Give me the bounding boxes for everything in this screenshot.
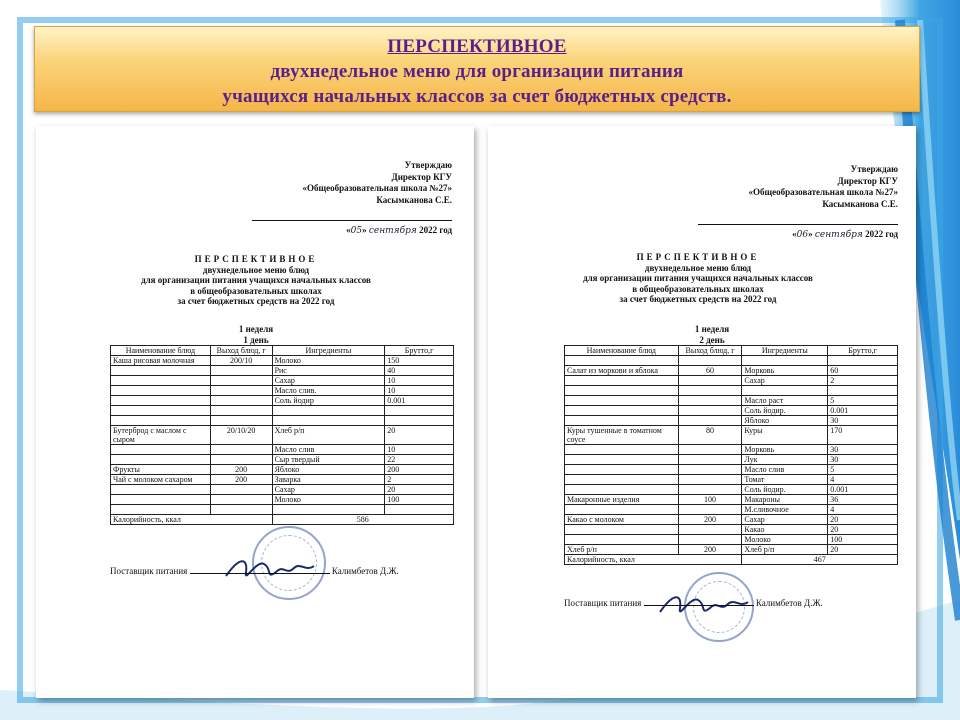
table-header-row: [111, 346, 454, 356]
document-title: [538, 252, 858, 305]
table-row: [565, 525, 898, 535]
approve-director: Директор КГУ: [391, 171, 452, 182]
yield-cell: [678, 465, 742, 475]
yield-cell: [678, 416, 742, 426]
column-header: Выход блюд, г: [210, 346, 272, 356]
ingredient-cell: Хлеб р/п: [272, 426, 385, 445]
dish-name-cell: [111, 416, 211, 426]
approve-date: «05» сентября 2022 год: [252, 220, 452, 238]
yield-cell: [678, 386, 742, 396]
yield-cell: 200: [210, 475, 272, 485]
ingredient-cell: Макароны: [742, 495, 828, 505]
yield-cell: [678, 406, 742, 416]
yield-cell: [678, 376, 742, 386]
dish-name-cell: [565, 386, 679, 396]
ingredient-cell: Куры: [742, 426, 828, 445]
ingredient-cell: Морковь: [742, 445, 828, 455]
week-day-label: [662, 324, 762, 345]
ingredient-cell: Соль йодир.: [742, 406, 828, 416]
table-row: [111, 455, 454, 465]
approval-block: [698, 164, 898, 242]
ingredient-cell: Сахар: [272, 485, 385, 495]
table-row: [565, 426, 898, 445]
gross-cell: 2: [828, 376, 898, 386]
ingredient-cell: Масло слив: [742, 465, 828, 475]
table-row: [111, 376, 454, 386]
gross-cell: [828, 356, 898, 366]
table-row: [565, 445, 898, 455]
approval-block: [252, 160, 452, 238]
table-row: [565, 475, 898, 485]
calorie-value: 586: [272, 515, 453, 525]
yield-cell: 100: [678, 495, 742, 505]
doc-title-main: ПЕРСПЕКТИВНОЕ: [636, 252, 760, 262]
yield-cell: 60: [678, 366, 742, 376]
approve-label: Утверждаю: [850, 164, 898, 174]
ingredient-cell: Лук: [742, 455, 828, 465]
dish-name-cell: Салат из моркови и яблока: [565, 366, 679, 376]
ingredient-cell: Молоко: [742, 535, 828, 545]
table-row: [565, 386, 898, 396]
table-row: [565, 416, 898, 426]
gross-cell: 30: [828, 445, 898, 455]
yield-cell: [210, 376, 272, 386]
table-row: [111, 426, 454, 445]
supplier-label: Поставщик питания: [564, 598, 642, 608]
table-row: [565, 495, 898, 505]
yield-cell: [210, 416, 272, 426]
doc-title-line: в общеобразовательных школах: [190, 285, 322, 296]
yield-cell: [210, 455, 272, 465]
doc-title-main: ПЕРСПЕКТИВНОЕ: [194, 254, 318, 264]
yield-cell: [210, 485, 272, 495]
dish-name-cell: [111, 386, 211, 396]
table-row: [111, 366, 454, 376]
yield-cell: [678, 455, 742, 465]
yield-cell: 200: [678, 545, 742, 555]
yield-cell: [678, 505, 742, 515]
dish-name-cell: Какао с молоком: [565, 515, 679, 525]
dish-name-cell: [111, 495, 211, 505]
week-label: 1 неделя: [238, 324, 274, 334]
table-header-row: [565, 346, 898, 356]
column-header: Ингредиенты: [272, 346, 385, 356]
table-row: [565, 406, 898, 416]
doc-title-line: для организации питания учащихся начальных классов: [141, 275, 371, 285]
title-banner: [34, 26, 920, 112]
dish-name-cell: Чай с молоком сахаром: [111, 475, 211, 485]
table-row: [565, 455, 898, 465]
table-row: [565, 465, 898, 475]
dish-name-cell: [565, 505, 679, 515]
gross-cell: 200: [385, 465, 454, 475]
column-header: Наименование блюд: [111, 346, 211, 356]
yield-cell: 80: [678, 426, 742, 445]
calorie-label: Калорийность, ккал: [565, 555, 742, 565]
dish-name-cell: [565, 485, 679, 495]
approve-name: Касымканова С.Е.: [822, 198, 898, 209]
ingredient-cell: Молоко: [272, 495, 385, 505]
gross-cell: 20: [828, 515, 898, 525]
supplier-label: Поставщик питания: [110, 566, 188, 576]
table-row: [565, 376, 898, 386]
doc-title-line: для организации питания учащихся начальных классов: [583, 273, 813, 283]
gross-cell: 10: [385, 386, 454, 396]
banner-subtitle-1: двухнедельное меню для организации питания: [270, 61, 684, 82]
dish-name-cell: [111, 485, 211, 495]
ingredient-cell: Яблоко: [272, 465, 385, 475]
signature-line: [190, 573, 330, 574]
ingredient-cell: Молоко: [272, 356, 385, 366]
table-row: [111, 505, 454, 515]
table-row: [111, 465, 454, 475]
yield-cell: [210, 366, 272, 376]
ingredient-cell: [272, 416, 385, 426]
gross-cell: [385, 406, 454, 416]
table-row: [565, 485, 898, 495]
ingredient-cell: Морковь: [742, 366, 828, 376]
approve-label: Утверждаю: [404, 160, 452, 170]
doc-title-line: двухнедельное меню блюд: [202, 264, 310, 275]
supplier-line: [564, 598, 904, 608]
gross-cell: 60: [828, 366, 898, 376]
supplier-name: Калимбетов Д.Ж.: [331, 566, 399, 576]
dish-name-cell: [111, 505, 211, 515]
dish-name-cell: Хлеб р/п: [565, 545, 679, 555]
gross-cell: 4: [828, 505, 898, 515]
column-header: Ингредиенты: [742, 346, 828, 356]
ingredient-cell: Какао: [742, 525, 828, 535]
calorie-row: [111, 515, 454, 525]
yield-cell: [678, 396, 742, 406]
document-title: [96, 254, 416, 307]
table-row: [111, 495, 454, 505]
column-header: Выход блюд, г: [678, 346, 742, 356]
ingredient-cell: [272, 505, 385, 515]
dish-name-cell: Каша рисовая молочная: [111, 356, 211, 366]
table-row: [565, 535, 898, 545]
supplier-name: Калимбетов Д.Ж.: [755, 598, 823, 608]
column-header: Брутто,г: [385, 346, 454, 356]
yield-cell: 200: [210, 465, 272, 475]
ingredient-cell: Масло раст: [742, 396, 828, 406]
gross-cell: 10: [385, 445, 454, 455]
ingredient-cell: Сахар: [272, 376, 385, 386]
ingredient-cell: Соль йодир: [272, 396, 385, 406]
gross-cell: 100: [828, 535, 898, 545]
table-row: [111, 406, 454, 416]
yield-cell: [210, 445, 272, 455]
dish-name-cell: [111, 406, 211, 416]
signature-line: [644, 605, 754, 606]
table-row: [111, 475, 454, 485]
calorie-label: Калорийность, ккал: [111, 515, 273, 525]
gross-cell: 5: [828, 396, 898, 406]
doc-title-line: за счет бюджетных средств на 2022 год: [177, 296, 335, 306]
ingredient-cell: Сахар: [742, 515, 828, 525]
gross-cell: [828, 386, 898, 396]
yield-cell: [678, 475, 742, 485]
dish-name-cell: [565, 465, 679, 475]
menu-table: [564, 345, 898, 565]
dish-name-cell: [565, 356, 679, 366]
yield-cell: [210, 406, 272, 416]
table-row: [565, 396, 898, 406]
gross-cell: 150: [385, 356, 454, 366]
gross-cell: 0.001: [828, 406, 898, 416]
yield-cell: [210, 386, 272, 396]
gross-cell: 5: [828, 465, 898, 475]
gross-cell: 40: [385, 366, 454, 376]
doc-title-line: двухнедельное меню блюд: [644, 262, 752, 273]
gross-cell: 30: [828, 455, 898, 465]
yield-cell: [678, 535, 742, 545]
dish-name-cell: [565, 535, 679, 545]
ingredient-cell: Хлеб р/п: [742, 545, 828, 555]
supplier-line: [110, 566, 450, 576]
dish-name-cell: [565, 445, 679, 455]
dish-name-cell: [565, 396, 679, 406]
doc-title-line: за счет бюджетных средств на 2022 год: [619, 294, 777, 304]
yield-cell: 20/10/20: [210, 426, 272, 445]
yield-cell: [678, 445, 742, 455]
gross-cell: 36: [828, 495, 898, 505]
yield-cell: [210, 495, 272, 505]
table-row: [111, 416, 454, 426]
yield-cell: 200/10: [210, 356, 272, 366]
ingredient-cell: Томат: [742, 475, 828, 485]
dish-name-cell: [111, 366, 211, 376]
gross-cell: 20: [828, 525, 898, 535]
menu-table: [110, 345, 454, 525]
gross-cell: 20: [385, 485, 454, 495]
table-row: [111, 356, 454, 366]
gross-cell: 30: [828, 416, 898, 426]
dish-name-cell: [111, 376, 211, 386]
dish-name-cell: [565, 406, 679, 416]
yield-cell: 200: [678, 515, 742, 525]
dish-name-cell: Макаронные изделия: [565, 495, 679, 505]
yield-cell: [210, 396, 272, 406]
approve-name: Касымканова С.Е.: [376, 194, 452, 205]
table-row: [565, 545, 898, 555]
gross-cell: [385, 416, 454, 426]
table-row: [565, 366, 898, 376]
dish-name-cell: [565, 376, 679, 386]
dish-name-cell: [111, 455, 211, 465]
ingredient-cell: Рис: [272, 366, 385, 376]
day-label: 1 день: [243, 334, 269, 345]
column-header: Брутто,г: [828, 346, 898, 356]
dish-name-cell: [565, 455, 679, 465]
dish-name-cell: [565, 475, 679, 485]
gross-cell: 10: [385, 376, 454, 386]
yield-cell: [678, 525, 742, 535]
table-row: [111, 386, 454, 396]
doc-title-line: в общеобразовательных школах: [632, 283, 764, 294]
gross-cell: 2: [385, 475, 454, 485]
gross-cell: 0.001: [828, 485, 898, 495]
table-row: [565, 505, 898, 515]
approve-school: «Общеобразовательная школа №27»: [748, 187, 898, 197]
ingredient-cell: [272, 406, 385, 416]
table-row: [111, 445, 454, 455]
dish-name-cell: [565, 416, 679, 426]
dish-name-cell: Фрукты: [111, 465, 211, 475]
calorie-value: 467: [742, 555, 898, 565]
dish-name-cell: [111, 445, 211, 455]
table-row: [111, 396, 454, 406]
gross-cell: 100: [385, 495, 454, 505]
approve-director: Директор КГУ: [837, 175, 898, 186]
approve-school: «Общеобразовательная школа №27»: [302, 183, 452, 193]
ingredient-cell: Яблоко: [742, 416, 828, 426]
yield-cell: [678, 356, 742, 366]
gross-cell: 22: [385, 455, 454, 465]
table-row: [565, 515, 898, 525]
gross-cell: 0.001: [385, 396, 454, 406]
gross-cell: 20: [828, 545, 898, 555]
ingredient-cell: Соль йодир.: [742, 485, 828, 495]
banner-subtitle-2: учащихся начальных классов за счет бюджетных средств.: [222, 86, 732, 107]
ingredient-cell: М.сливочное: [742, 505, 828, 515]
column-header: Наименование блюд: [565, 346, 679, 356]
table-row: [111, 485, 454, 495]
approve-date: «06» сентября 2022 год: [698, 224, 898, 242]
menu-document-day-2: [488, 126, 916, 698]
ingredient-cell: Сыр твердый: [272, 455, 385, 465]
day-label: 2 день: [699, 334, 725, 345]
calorie-row: [565, 555, 898, 565]
dish-name-cell: [111, 396, 211, 406]
dish-name-cell: Бутерброд с маслом с сыром: [111, 426, 211, 445]
yield-cell: [210, 505, 272, 515]
ingredient-cell: Масло слив.: [272, 386, 385, 396]
dish-name-cell: Куры тушенные в томатном соусе: [565, 426, 679, 445]
menu-document-day-1: [36, 126, 474, 698]
ingredient-cell: [742, 386, 828, 396]
banner-title: ПЕРСПЕКТИВНОЕ: [387, 36, 567, 57]
ingredient-cell: Масло слив: [272, 445, 385, 455]
week-label: 1 неделя: [694, 324, 730, 334]
ingredient-cell: [742, 356, 828, 366]
yield-cell: [678, 485, 742, 495]
gross-cell: 170: [828, 426, 898, 445]
gross-cell: 20: [385, 426, 454, 445]
gross-cell: [385, 505, 454, 515]
dish-name-cell: [565, 525, 679, 535]
table-row: [565, 356, 898, 366]
week-day-label: [206, 324, 306, 345]
ingredient-cell: Заварка: [272, 475, 385, 485]
gross-cell: 4: [828, 475, 898, 485]
ingredient-cell: Сахар: [742, 376, 828, 386]
